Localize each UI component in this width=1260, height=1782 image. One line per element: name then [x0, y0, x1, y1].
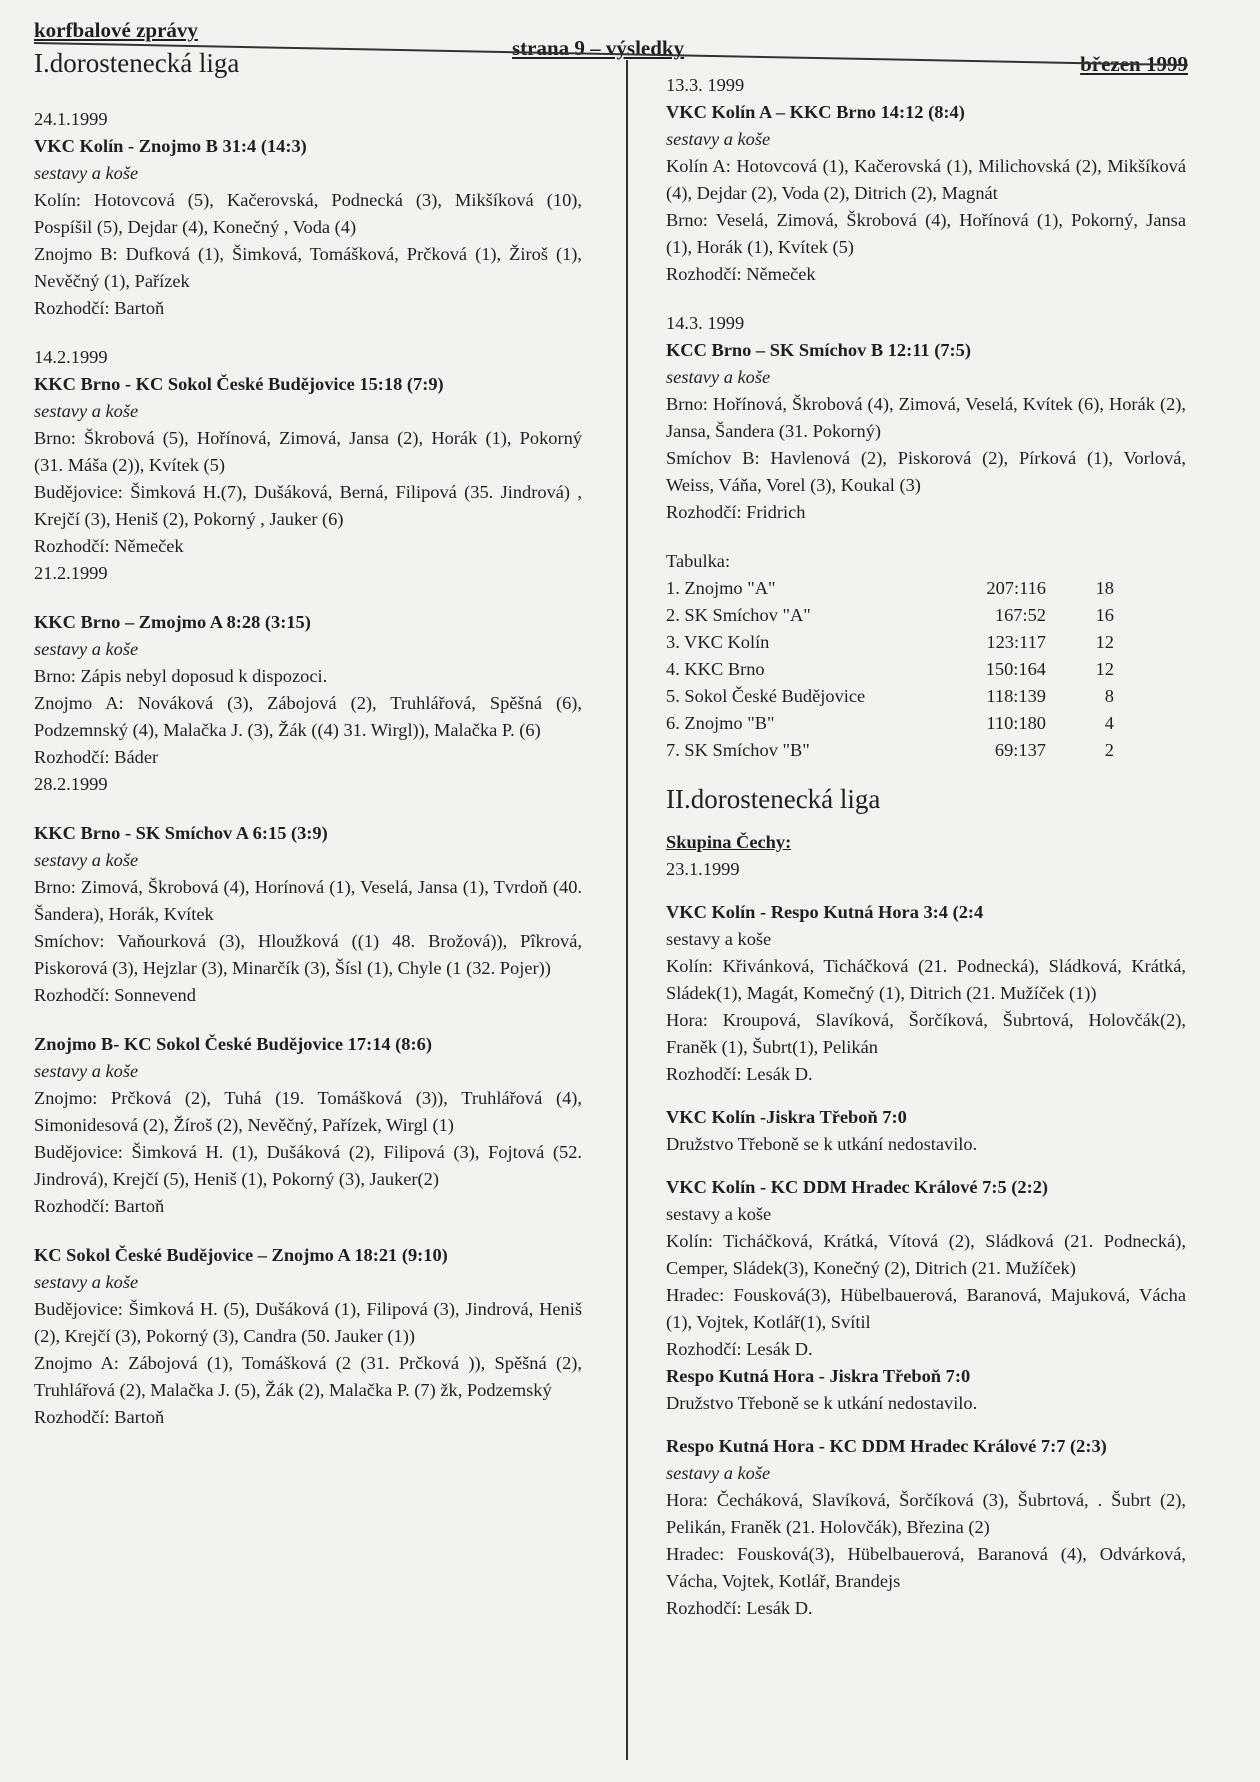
team-points: 16 [1095, 605, 1114, 625]
lineup-label: sestavy a koše [34, 1272, 139, 1292]
team-points: 4 [1104, 713, 1114, 733]
right-column [666, 72, 1186, 1622]
table-row [666, 575, 1114, 602]
note-line: Družstvo Třeboně se k utkání nedostavilo. [666, 1134, 978, 1154]
match-report [34, 106, 582, 322]
lineup-label: sestavy a koše [34, 163, 139, 183]
referee-line: Rozhodčí: Báder [34, 747, 159, 767]
match-title: KKC Brno – Zmojmo A 8:28 (3:15) [34, 612, 311, 632]
lineup-label: sestavy a koše [666, 1204, 772, 1224]
lineup-line: Smíchov: Vaňourková (3), Hloužková ((1) 48. Brožová)), Pîkrová, Piskorová (3), Hejzlar (3), Minarčík (3), Šísl (1), Chyle (1 (32. Pojer)) [34, 931, 582, 978]
match-date: 14.2.1999 [34, 347, 108, 367]
table-row [666, 710, 1114, 737]
referee-line: Rozhodčí: Bartoň [34, 1196, 165, 1216]
team-points: 12 [1095, 632, 1114, 652]
team-name: 5. Sokol České Budějovice [666, 686, 866, 706]
match-date: 23.1.1999 [666, 859, 740, 879]
match-title: VKC Kolín - KC DDM Hradec Králové 7:5 (2:2) [666, 1177, 1049, 1197]
league2-title: II.dorostenecká liga [666, 784, 881, 814]
referee-line: Rozhodčí: Lesák D. [666, 1598, 813, 1618]
lineup-line: Brno: Veselá, Zimová, Škrobová (4), Hořínová (1), Pokorný, Jansa (1), Horák (1), Kvítek (5) [666, 210, 1186, 257]
match-title: Respo Kutná Hora - KC DDM Hradec Králové 7:7 (2:3) [666, 1436, 1107, 1456]
match-report [34, 820, 582, 1009]
referee-line: Rozhodčí: Lesák D. [666, 1064, 813, 1084]
league-title: I.dorostenecká liga [34, 48, 240, 78]
lineup-line: Kolín A: Hotovcová (1), Kačerovská (1), Milichovská (2), Mikšíková (4), Dejdar (2), Voda (2), Ditrich (2), Magnát [666, 156, 1186, 203]
lineup-label: sestavy a koše [34, 850, 139, 870]
lineup-line: Znojmo B: Dufková (1), Šimková, Tomášková, Prčková (1), Žiroš (1), Nevěčný (1), Pařízek [34, 244, 582, 291]
match-report [666, 310, 1186, 526]
match-title: Respo Kutná Hora - Jiskra Třeboň 7:0 [666, 1366, 971, 1386]
match-title: KKC Brno - KC Sokol České Budějovice 15:18 (7:9) [34, 374, 444, 394]
match-title: Znojmo B- KC Sokol České Budějovice 17:14 (8:6) [34, 1034, 432, 1054]
lineup-line: Budějovice: Šimková H. (1), Dušáková (2), Filipová (3), Fojtová (52. Jindrová), Krejčí (5), Heniš (1), Pokorný (3), Jauker(2) [34, 1142, 582, 1189]
lineup-line: Kolín: Ticháčková, Krátká, Vítová (2), Sládková (21. Podnecká), Cemper, Sládek(3), Konečný (2), Ditrich (21. Mužíček) [666, 1231, 1186, 1278]
table-row [666, 602, 1114, 629]
team-score: 167:52 [994, 605, 1046, 625]
team-name: 3. VKC Kolín [666, 632, 770, 652]
match-title: VKC Kolín -Jiskra Třeboň 7:0 [666, 1107, 907, 1127]
match-title: KC Sokol České Budějovice – Znojmo A 18:21 (9:10) [34, 1245, 448, 1265]
team-points: 12 [1095, 659, 1114, 679]
lineup-line: Hradec: Fousková(3), Hübelbauerová, Baranová, Majuková, Vácha (1), Vojtek, Kotlář(1), Svítil [666, 1285, 1186, 1332]
publication-name: korfbalové zprávy [34, 18, 198, 42]
lineup-line: Smíchov B: Havlenová (2), Piskorová (2), Pírková (1), Vorlová, Weiss, Váňa, Vorel (3), Koukal (3) [666, 448, 1186, 495]
table-row [666, 629, 1114, 656]
referee-line: Rozhodčí: Fridrich [666, 502, 806, 522]
match-report [34, 344, 582, 587]
lineup-line: Budějovice: Šimková H.(7), Dušáková, Berná, Filipová (35. Jindrová) , Krejčí (3), Heniš (2), Pokorný , Jauker (6) [34, 482, 582, 529]
referee-line: Rozhodčí: Lesák D. [666, 1339, 813, 1359]
team-score: 118:139 [986, 686, 1046, 706]
referee-line: Rozhodčí: Němeček [666, 264, 816, 284]
lineup-line: Kolín: Hotovcová (5), Kačerovská, Podnecká (3), Mikšíková (10), Pospíšil (5), Dejdar (4), Konečný , Voda (4) [34, 190, 582, 237]
team-name: 2. SK Smíchov "A" [666, 605, 811, 625]
match-title: KKC Brno - SK Smíchov A 6:15 (3:9) [34, 823, 328, 843]
match-report [666, 72, 1186, 288]
lineup-line: Znojmo A: Zábojová (1), Tomášková (2 (31. Prčková )), Spěšná (2), Truhlářová (2), Malačka J. (5), Žák (2), Malačka P. (7) žk, Podzemský [34, 1353, 582, 1400]
team-name: 6. Znojmo "B" [666, 713, 775, 733]
table-row [666, 683, 1114, 710]
match-report [34, 1242, 582, 1431]
column-divider [626, 60, 628, 1760]
match-report [666, 899, 1186, 1088]
team-name: 7. SK Smíchov "B" [666, 740, 810, 760]
team-points: 18 [1095, 578, 1114, 598]
match-title: VKC Kolín - Znojmo B 31:4 (14:3) [34, 136, 307, 156]
lineup-line: Znojmo: Prčková (2), Tuhá (19. Tomášková (3)), Truhlářová (4), Simonidesová (2), Žíroš (2), Nevěčný, Pařízek, Wirgl (1) [34, 1088, 582, 1135]
team-points: 2 [1104, 740, 1114, 760]
referee-line: Rozhodčí: Bartoň [34, 298, 165, 318]
lineup-label: sestavy a koše [34, 639, 139, 659]
lineup-label: sestavy a koše [666, 129, 771, 149]
match-date: 14.3. 1999 [666, 313, 745, 333]
lineup-line: Hora: Čecháková, Slavíková, Šorčíková (3), Šubrtová, . Šubrt (2), Pelikán, Franěk (21. Holovčák), Březina (2) [666, 1490, 1186, 1537]
match-date: 13.3. 1999 [666, 75, 745, 95]
standings [666, 548, 1186, 764]
referee-line: Rozhodčí: Sonnevend [34, 985, 196, 1005]
note-line: Družstvo Třeboně se k utkání nedostavilo. [666, 1393, 978, 1413]
match-title: VKC Kolín - Respo Kutná Hora 3:4 (2:4 [666, 902, 984, 922]
lineup-line: Brno: Zápis nebyl doposud k dispozoci. [34, 666, 328, 686]
match-report [34, 1031, 582, 1220]
left-column [34, 106, 582, 1431]
team-name: 1. Znojmo "A" [666, 578, 776, 598]
lineup-line: Brno: Škrobová (5), Hořínová, Zimová, Jansa (2), Horák (1), Pokorný (31. Máša (2)), Kvítek (5) [34, 428, 582, 475]
next-date: 21.2.1999 [34, 563, 108, 583]
lineup-label: sestavy a koše [34, 401, 139, 421]
lineup-label: sestavy a koše [666, 367, 771, 387]
lineup-line: Budějovice: Šimková H. (5), Dušáková (1), Filipová (3), Jindrová, Heniš (2), Krejčí (3), Pokorný (3), Candra (50. Jauker (1)) [34, 1299, 582, 1346]
standings-table [666, 575, 1114, 764]
team-score: 110:180 [986, 713, 1046, 733]
match-report [666, 1104, 1186, 1158]
lineup-label: sestavy a koše [34, 1061, 139, 1081]
team-name: 4. KKC Brno [666, 659, 765, 679]
match-title: KCC Brno – SK Smíchov B 12:11 (7:5) [666, 340, 971, 360]
referee-line: Rozhodčí: Němeček [34, 536, 184, 556]
standings-label: Tabulka: [666, 551, 731, 571]
lineup-line: Hradec: Fousková(3), Hübelbauerová, Baranová (4), Odvárková, Vácha, Vojtek, Kotlář, Brandejs [666, 1544, 1186, 1591]
page-section: strana 9 – výsledky [512, 36, 685, 60]
referee-line: Rozhodčí: Bartoň [34, 1407, 165, 1427]
match-report [666, 1174, 1186, 1363]
table-row [666, 737, 1114, 764]
match-date: 24.1.1999 [34, 109, 108, 129]
team-score: 150:164 [985, 659, 1046, 679]
lineup-label: sestavy a koše [666, 1463, 771, 1483]
lineup-line: Brno: Hořínová, Škrobová (4), Zimová, Veselá, Kvítek (6), Horák (2), Jansa, Šandera (31. Pokorný) [666, 394, 1186, 441]
lineup-line: Kolín: Křivánková, Ticháčková (21. Podnecká), Sládková, Krátká, Sládek(1), Magát, Komečný (1), Ditrich (21. Mužíček (1)) [666, 956, 1186, 1003]
table-row [666, 656, 1114, 683]
group-header: Skupina Čechy: [666, 832, 792, 852]
match-report [34, 609, 582, 798]
match-report [666, 1363, 1186, 1417]
match-title: VKC Kolín A – KKC Brno 14:12 (8:4) [666, 102, 965, 122]
lineup-line: Brno: Zimová, Škrobová (4), Horínová (1), Veselá, Jansa (1), Tvrdoň (40. Šandera), Horák, Kvítek [34, 877, 582, 924]
next-date: 28.2.1999 [34, 774, 108, 794]
team-points: 8 [1104, 686, 1114, 706]
team-score: 123:117 [986, 632, 1046, 652]
lineup-line: Hora: Kroupová, Slavíková, Šorčíková, Šubrtová, Holovčák(2), Franěk (1), Šubrt(1), Pelikán [666, 1010, 1186, 1057]
lineup-label: sestavy a koše [666, 929, 772, 949]
team-score: 69:137 [994, 740, 1046, 760]
issue-date: březen 1999 [1080, 52, 1188, 76]
team-score: 207:116 [986, 578, 1046, 598]
lineup-line: Znojmo A: Nováková (3), Zábojová (2), Truhlářová, Spěšná (6), Podzemnský (4), Malačka J. (3), Žák ((4) 31. Wirgl)), Malačka P. (6) [34, 693, 582, 740]
match-report [666, 1433, 1186, 1622]
